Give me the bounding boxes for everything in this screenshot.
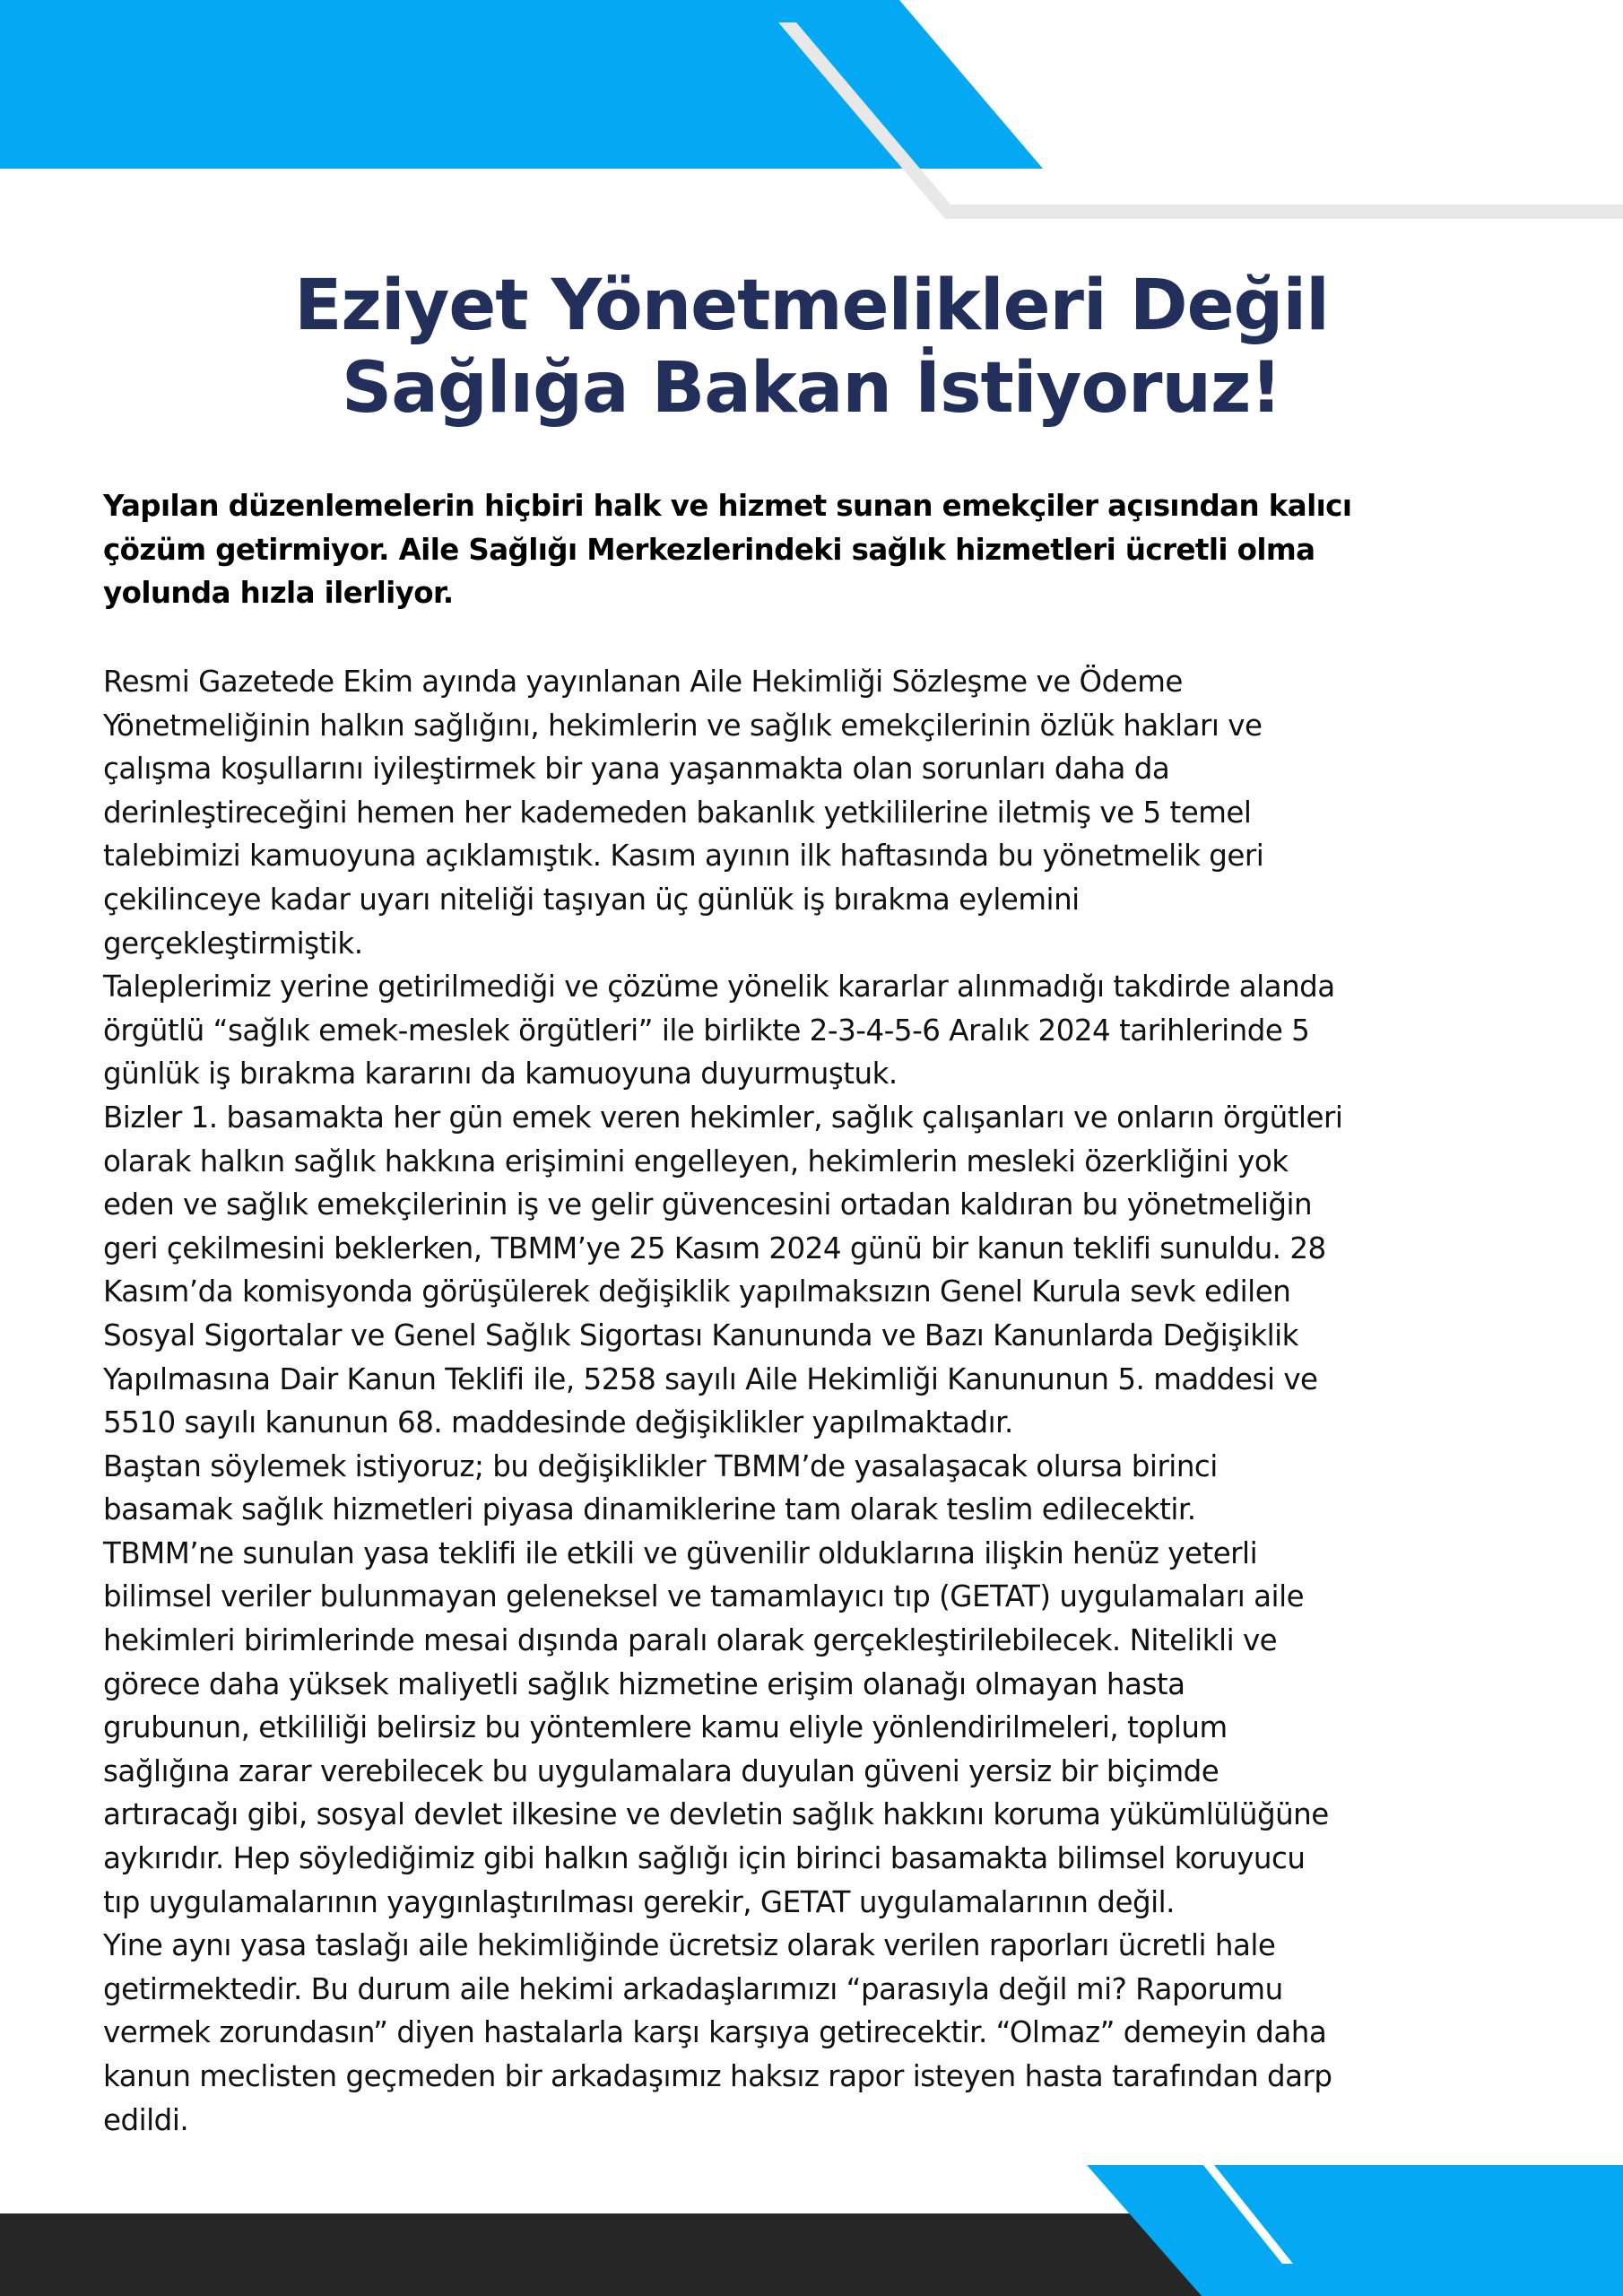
body-line: eden ve sağlık emekçilerinin iş ve gelir güvencesini ortadan kaldıran bu yönetmeliğin — [103, 1187, 1313, 1222]
body-line: sağlığına zarar verebilecek bu uygulamalara duyulan güveni yersiz bir biçimde — [103, 1753, 1219, 1788]
body-line: 5510 sayılı kanunun 68. maddesinde değişiklikler yapılmaktadır. — [103, 1405, 1013, 1440]
body-line: grubunun, etkililiği belirsiz bu yöntemlere kamu eliyle yönlendirilmeleri, toplum — [103, 1710, 1228, 1745]
lead-paragraph — [103, 484, 1574, 615]
footer-dark-bar — [0, 2213, 1255, 2296]
body-line: derinleştireceğini hemen her kademeden bakanlık yetkililerine iletmiş ve 5 temel — [103, 795, 1252, 830]
footer-white-stripe — [1203, 2165, 1293, 2264]
body-line: Sosyal Sigortalar ve Genel Sağlık Sigortası Kanununda ve Bazı Kanunlarda Değişiklik — [103, 1318, 1298, 1352]
body-line: Bizler 1. basamakta her gün emek veren hekimler, sağlık çalışanları ve onların örgütleri — [103, 1100, 1343, 1135]
title-line: Sağlığa Bakan İstiyoruz! — [342, 348, 1281, 429]
body-line: getirmektedir. Bu durum aile hekimi arkadaşlarımızı “parasıyla değil mi? Raporumu — [103, 1971, 1283, 2006]
header-gray-stripe — [778, 22, 1623, 219]
body-line: Taleplerimiz yerine getirilmediği ve çözüme yönelik kararlar alınmadığı takdirde alanda — [103, 970, 1335, 1004]
body-line: görece daha yüksek maliyetli sağlık hizmetine erişim olanağı olmayan hasta — [103, 1666, 1185, 1701]
body-line: gerçekleştirmiştik. — [103, 926, 363, 961]
body-line: aykırıdır. Hep söylediğimiz gibi halkın sağlığı için birinci basamakta bilimsel koruyucu — [103, 1841, 1306, 1876]
body-line: çekilinceye kadar uyarı niteliği taşıyan üç günlük iş bırakma eylemini — [103, 882, 1080, 917]
body-line: Baştan söylemek istiyoruz; bu değişiklikler TBMM’de yasalaşacak olursa birinci — [103, 1448, 1218, 1483]
lead-line: çözüm getirmiyor. Aile Sağlığı Merkezlerindeki sağlık hizmetleri ücretli olma — [103, 532, 1315, 567]
body-line: edildi. — [103, 2102, 189, 2137]
body-text — [103, 660, 1583, 2142]
body-line: Yönetmeliğinin halkın sağlığını, hekimlerin ve sağlık emekçilerinin özlük hakları ve — [103, 708, 1263, 743]
body-line: bilimsel veriler bulunmayan geleneksel ve tamamlayıcı tıp (GETAT) uygulamaları aile — [103, 1579, 1305, 1614]
body-line: örgütlü “sağlık emek-meslek örgütleri” ile birlikte 2-3-4-5-6 Aralık 2024 tarihlerinde 5 — [103, 1013, 1310, 1048]
body-line: basamak sağlık hizmetleri piyasa dinamiklerine tam olarak teslim edilecektir. — [103, 1492, 1196, 1527]
lead-line: Yapılan düzenlemelerin hiçbiri halk ve hizmet sunan emekçiler açısından kalıcı — [103, 489, 1352, 523]
body-line: vermek zorundasın” diyen hastalarla karşı karşıya getirecektir. “Olmaz” demeyin daha — [103, 2015, 1327, 2050]
body-line: geri çekilmesini beklerken, TBMM’ye 25 Kasım 2024 günü bir kanun teklifi sunuldu. 28 — [103, 1231, 1326, 1265]
body-line: artıracağı gibi, sosyal devlet ilkesine ve devletin sağlık hakkını koruma yükümlülüğüne — [103, 1797, 1329, 1832]
footer-blue-shape — [1087, 2165, 1623, 2296]
body-line: tıp uygulamalarının yaygınlaştırılması gerekir, GETAT uygulamalarının değil. — [103, 1884, 1175, 1919]
body-line: Yine aynı yasa taslağı aile hekimliğinde ücretsiz olarak verilen raporları ücretli hale — [103, 1928, 1276, 1963]
body-line: çalışma koşullarını iyileştirmek bir yana yaşanmakta olan sorunları daha da — [103, 752, 1170, 787]
body-line: talebimizi kamuoyuna açıklamıştık. Kasım ayının ilk haftasında bu yönetmelik geri — [103, 839, 1264, 874]
title-line: Eziyet Yönetmelikleri Değil — [294, 265, 1329, 346]
body-line: Kasım’da komisyonda görüşülerek değişiklik yapılmaksızın Genel Kurula sevk edilen — [103, 1274, 1291, 1309]
header-blue-banner — [0, 0, 1043, 169]
body-line: hekimleri birimlerinde mesai dışında paralı olarak gerçekleştirilebilecek. Nitelikli ve — [103, 1623, 1278, 1658]
body-line: olarak halkın sağlık hakkına erişimini engelleyen, hekimlerin mesleki özerkliğini yok — [103, 1144, 1289, 1178]
body-line: Resmi Gazetede Ekim ayında yayınlanan Aile Hekimliği Sözleşme ve Ödeme — [103, 665, 1183, 699]
body-line: TBMM’ne sunulan yasa teklifi ile etkili ve güvenilir olduklarına ilişkin henüz yeterli — [103, 1535, 1258, 1570]
lead-line: yolunda hızla ilerliyor. — [103, 576, 454, 610]
page-title — [0, 265, 1623, 430]
body-line: kanun meclisten geçmeden bir arkadaşımız haksız rapor isteyen hasta tarafından darp — [103, 2059, 1332, 2093]
body-line: Yapılmasına Dair Kanun Teklifi ile, 5258 sayılı Aile Hekimliği Kanununun 5. maddesi ve — [103, 1361, 1318, 1396]
body-line: günlük iş bırakma kararını da kamuoyuna duyurmuştuk. — [103, 1057, 898, 1091]
